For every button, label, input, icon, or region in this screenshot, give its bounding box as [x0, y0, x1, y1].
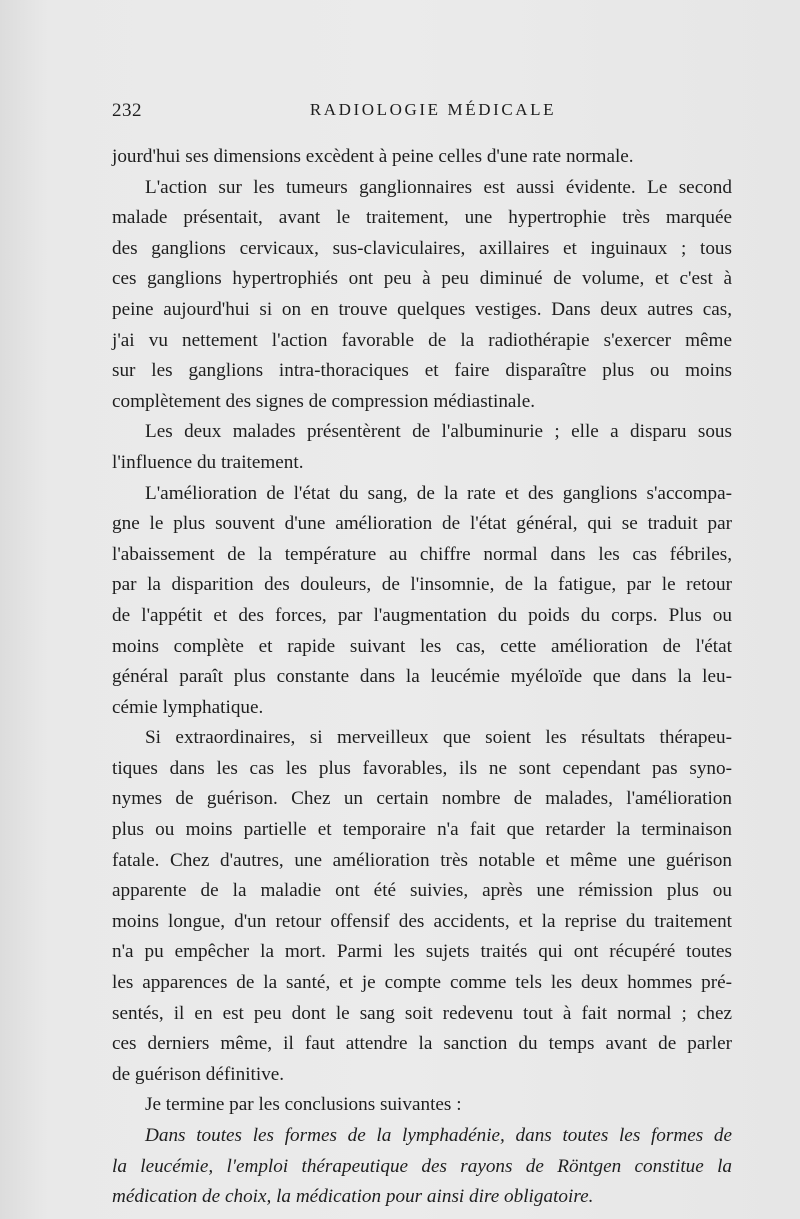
- text-line: moins longue, d'un retour offensif des accidents, et la reprise du traitement: [112, 910, 732, 932]
- text-line: les apparences de la santé, et je compte comme tels les deux hommes pré-: [112, 972, 732, 994]
- text-line: malade présentait, avant le traitement, une hypertrophie très marquée: [112, 207, 732, 229]
- text-line: sur les ganglions intra-thoraciques et faire disparaître plus ou moins: [112, 360, 732, 382]
- text-line: médication de choix, la médication pour ainsi dire obligatoire.: [112, 1186, 594, 1208]
- text-line: complètement des signes de compression médiastinale.: [112, 390, 536, 412]
- text-line: Si extraordinaires, si merveilleux que soient les résultats thérapeu-: [145, 727, 732, 749]
- text-line: plus ou moins partielle et temporaire n'a fait que retarder la terminaison: [112, 819, 732, 841]
- page-number: 232: [112, 100, 142, 121]
- text-line: apparente de la maladie ont été suivies, après une rémission plus ou: [112, 880, 732, 902]
- text-line: ces derniers même, il faut attendre la sanction du temps avant de parler: [112, 1033, 732, 1055]
- text-line: de l'appétit et des forces, par l'augmentation du poids du corps. Plus ou: [112, 604, 732, 626]
- text-line: fatale. Chez d'autres, une amélioration très notable et même une guérison: [112, 849, 732, 871]
- text-line: par la disparition des douleurs, de l'insomnie, de la fatigue, par le retour: [112, 574, 732, 596]
- text-line: général paraît plus constante dans la leucémie myéloïde que dans la leu-: [112, 666, 732, 688]
- text-line: sentés, il en est peu dont le sang soit redevenu tout à fait normal ; chez: [112, 1002, 732, 1024]
- text-line: tiques dans les cas les plus favorables, ils ne sont cependant pas syno-: [112, 757, 732, 779]
- text-line: Je termine par les conclusions suivantes :: [145, 1094, 462, 1116]
- text-line: n'a pu empêcher la mort. Parmi les sujets traités qui ont récupéré toutes: [112, 941, 732, 963]
- body-text: [112, 142, 732, 1213]
- text-line: moins complète et rapide suivant les cas, cette amélioration de l'état: [112, 635, 732, 657]
- text-line: peine aujourd'hui si on en trouve quelques vestiges. Dans deux autres cas,: [112, 298, 732, 320]
- text-line: Dans toutes les formes de la lymphadénie, dans toutes les formes de: [145, 1125, 732, 1146]
- text-line: j'ai vu nettement l'action favorable de la radiothérapie s'exercer même: [112, 329, 732, 351]
- running-head: RADIOLOGIE MÉDICALE: [309, 100, 557, 119]
- text-line: gne le plus souvent d'une amélioration de l'état général, qui se traduit par: [112, 513, 732, 535]
- text-line: jourd'hui ses dimensions excèdent à peine celles d'une rate normale.: [112, 146, 634, 167]
- page-header: [112, 100, 732, 130]
- text-line: nymes de guérison. Chez un certain nombre de malades, l'amélioration: [112, 788, 732, 810]
- text-line: de guérison définitive.: [112, 1063, 285, 1085]
- text-line: la leucémie, l'emploi thérapeutique des rayons de Röntgen constitue la: [112, 1155, 732, 1177]
- text-line: L'action sur les tumeurs ganglionnaires est aussi évidente. Le second: [145, 176, 732, 198]
- text-line: cémie lymphatique.: [112, 696, 264, 718]
- text-line: Les deux malades présentèrent de l'albuminurie ; elle a disparu sous: [145, 421, 732, 443]
- text-line: des ganglions cervicaux, sus-claviculaires, axillaires et inguinaux ; tous: [112, 237, 732, 259]
- text-line: ces ganglions hypertrophiés ont peu à peu diminué de volume, et c'est à: [112, 268, 732, 290]
- text-line: L'amélioration de l'état du sang, de la rate et des ganglions s'accompa-: [145, 482, 732, 504]
- text-line: l'influence du traitement.: [112, 451, 304, 473]
- text-line: l'abaissement de la température au chiffre normal dans les cas fébriles,: [112, 543, 732, 565]
